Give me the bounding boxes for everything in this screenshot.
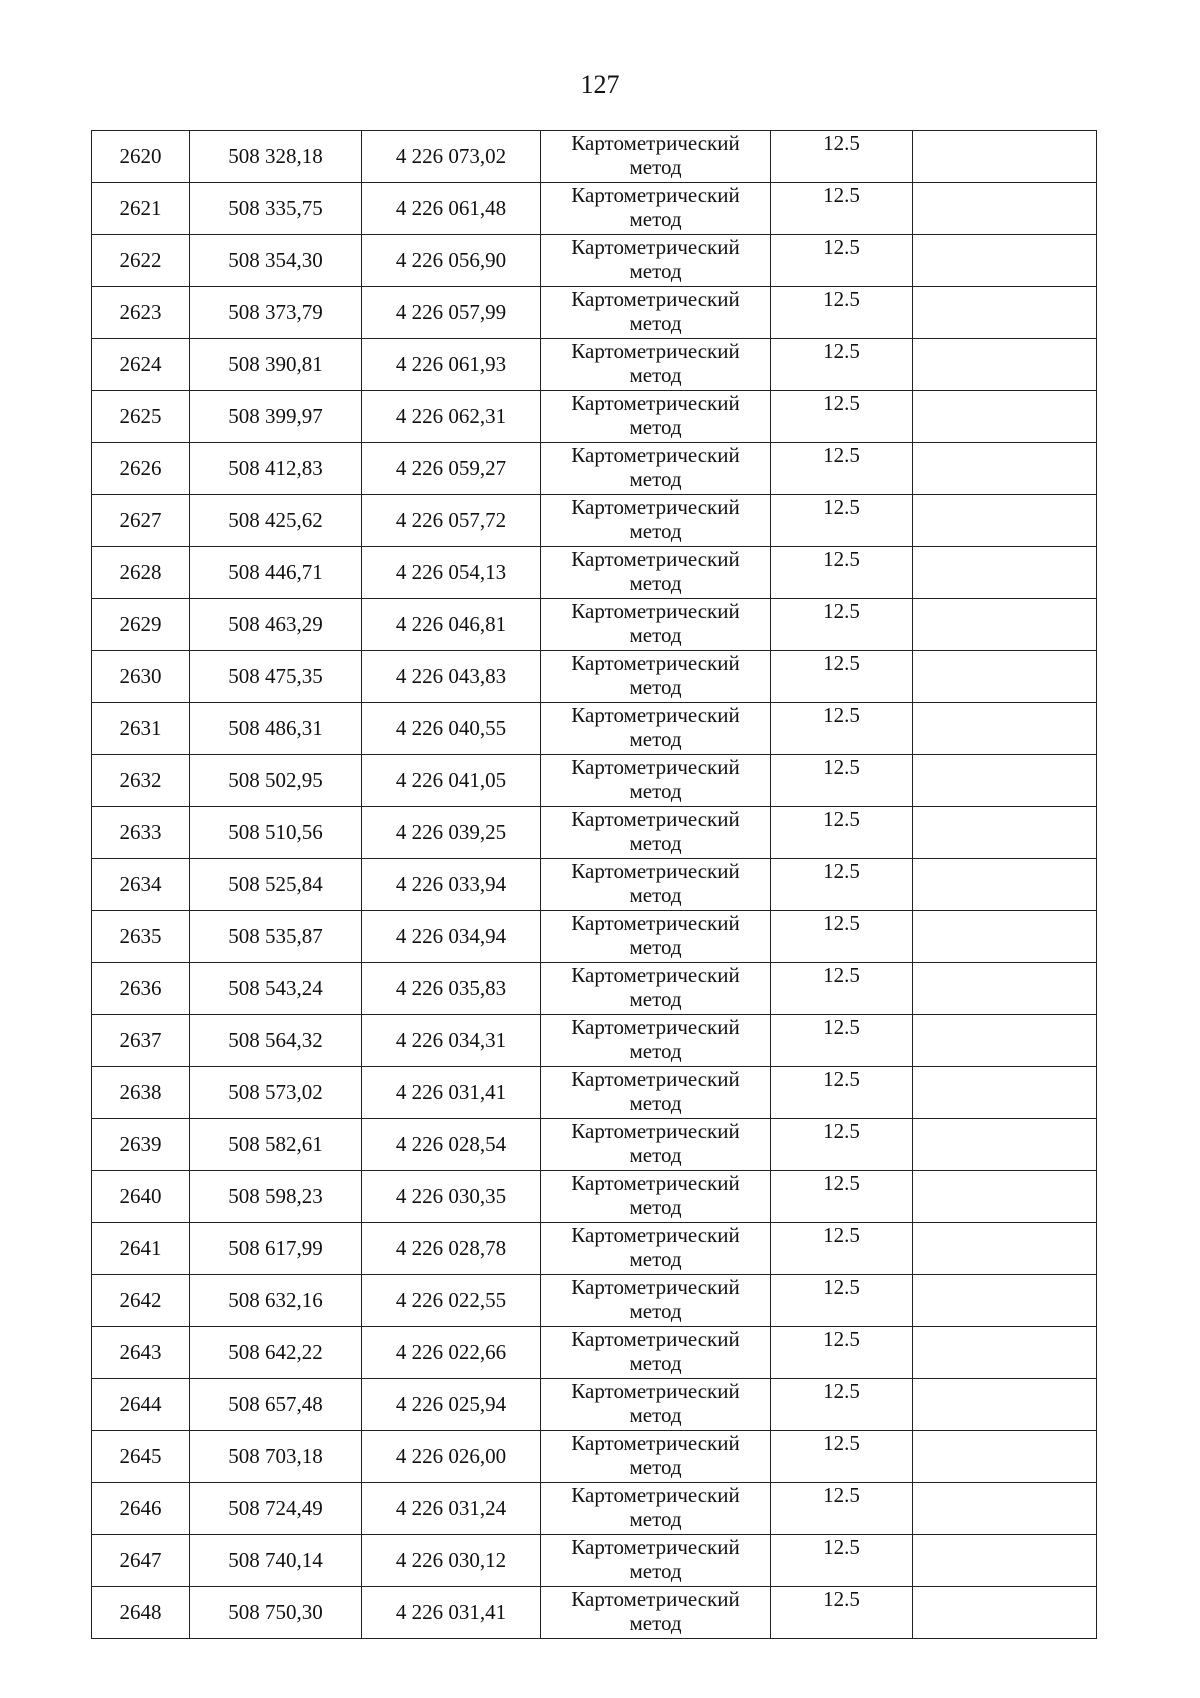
method-cell [541, 235, 771, 287]
method-cell [541, 651, 771, 703]
method-line-2: метод [629, 1559, 682, 1583]
x-coordinate-cell: 508 399,97 [190, 391, 362, 443]
method-line-1: Картометрический [571, 1431, 740, 1455]
method-cell [541, 1223, 771, 1275]
x-coordinate-cell: 508 740,14 [190, 1535, 362, 1587]
accuracy-cell: 12.5 [771, 1015, 913, 1067]
method-cell [541, 287, 771, 339]
method-line-1: Картометрический [571, 651, 740, 675]
accuracy-cell: 12.5 [771, 1483, 913, 1535]
method-line-2: метод [629, 935, 682, 959]
note-cell [913, 339, 1097, 391]
method-cell [541, 963, 771, 1015]
method-cell [541, 443, 771, 495]
method-line-1: Картометрический [571, 703, 740, 727]
x-coordinate-cell: 508 412,83 [190, 443, 362, 495]
method-line-1: Картометрический [571, 443, 740, 467]
point-number-cell: 2642 [92, 1275, 190, 1327]
table-row [92, 1587, 1097, 1639]
method-cell [541, 599, 771, 651]
point-number-cell: 2625 [92, 391, 190, 443]
x-coordinate-cell: 508 354,30 [190, 235, 362, 287]
method-line-2: метод [629, 415, 682, 439]
table-row [92, 1379, 1097, 1431]
x-coordinate-cell: 508 328,18 [190, 131, 362, 183]
y-coordinate-cell: 4 226 028,54 [362, 1119, 541, 1171]
note-cell [913, 859, 1097, 911]
note-cell [913, 1431, 1097, 1483]
point-number-cell: 2633 [92, 807, 190, 859]
accuracy-cell: 12.5 [771, 287, 913, 339]
accuracy-cell: 12.5 [771, 1223, 913, 1275]
point-number-cell: 2628 [92, 547, 190, 599]
method-cell [541, 1275, 771, 1327]
method-cell [541, 1171, 771, 1223]
accuracy-cell: 12.5 [771, 703, 913, 755]
table-row [92, 703, 1097, 755]
method-line-2: метод [629, 1039, 682, 1063]
y-coordinate-cell: 4 226 057,72 [362, 495, 541, 547]
point-number-cell: 2624 [92, 339, 190, 391]
point-number-cell: 2634 [92, 859, 190, 911]
table-row [92, 1015, 1097, 1067]
note-cell [913, 755, 1097, 807]
note-cell [913, 1015, 1097, 1067]
point-number-cell: 2647 [92, 1535, 190, 1587]
point-number-cell: 2641 [92, 1223, 190, 1275]
accuracy-cell: 12.5 [771, 1535, 913, 1587]
point-number-cell: 2645 [92, 1431, 190, 1483]
table-row [92, 1327, 1097, 1379]
method-line-1: Картометрический [571, 235, 740, 259]
x-coordinate-cell: 508 750,30 [190, 1587, 362, 1639]
y-coordinate-cell: 4 226 057,99 [362, 287, 541, 339]
accuracy-cell: 12.5 [771, 963, 913, 1015]
note-cell [913, 183, 1097, 235]
table-row [92, 1171, 1097, 1223]
accuracy-cell: 12.5 [771, 183, 913, 235]
method-line-2: метод [629, 1143, 682, 1167]
table-row [92, 339, 1097, 391]
point-number-cell: 2643 [92, 1327, 190, 1379]
method-cell [541, 807, 771, 859]
method-line-1: Картометрический [571, 287, 740, 311]
point-number-cell: 2637 [92, 1015, 190, 1067]
method-cell [541, 547, 771, 599]
note-cell [913, 807, 1097, 859]
method-line-1: Картометрический [571, 1223, 740, 1247]
note-cell [913, 287, 1097, 339]
accuracy-cell: 12.5 [771, 495, 913, 547]
y-coordinate-cell: 4 226 073,02 [362, 131, 541, 183]
accuracy-cell: 12.5 [771, 859, 913, 911]
y-coordinate-cell: 4 226 039,25 [362, 807, 541, 859]
note-cell [913, 1119, 1097, 1171]
y-coordinate-cell: 4 226 046,81 [362, 599, 541, 651]
method-cell [541, 1119, 771, 1171]
method-cell [541, 339, 771, 391]
method-line-2: метод [629, 571, 682, 595]
point-number-cell: 2627 [92, 495, 190, 547]
x-coordinate-cell: 508 657,48 [190, 1379, 362, 1431]
note-cell [913, 599, 1097, 651]
x-coordinate-cell: 508 724,49 [190, 1483, 362, 1535]
note-cell [913, 1223, 1097, 1275]
note-cell [913, 1587, 1097, 1639]
point-number-cell: 2620 [92, 131, 190, 183]
note-cell [913, 1483, 1097, 1535]
y-coordinate-cell: 4 226 022,66 [362, 1327, 541, 1379]
method-line-2: метод [629, 519, 682, 543]
method-cell [541, 1379, 771, 1431]
accuracy-cell: 12.5 [771, 651, 913, 703]
method-cell [541, 1535, 771, 1587]
accuracy-cell: 12.5 [771, 911, 913, 963]
point-number-cell: 2626 [92, 443, 190, 495]
point-number-cell: 2640 [92, 1171, 190, 1223]
table-row [92, 287, 1097, 339]
table-row [92, 807, 1097, 859]
y-coordinate-cell: 4 226 034,31 [362, 1015, 541, 1067]
x-coordinate-cell: 508 535,87 [190, 911, 362, 963]
y-coordinate-cell: 4 226 040,55 [362, 703, 541, 755]
y-coordinate-cell: 4 226 035,83 [362, 963, 541, 1015]
x-coordinate-cell: 508 525,84 [190, 859, 362, 911]
note-cell [913, 703, 1097, 755]
x-coordinate-cell: 508 463,29 [190, 599, 362, 651]
method-cell [541, 1067, 771, 1119]
accuracy-cell: 12.5 [771, 1275, 913, 1327]
y-coordinate-cell: 4 226 034,94 [362, 911, 541, 963]
note-cell [913, 131, 1097, 183]
table-row [92, 443, 1097, 495]
coordinates-table [91, 130, 1097, 1639]
x-coordinate-cell: 508 642,22 [190, 1327, 362, 1379]
table-row [92, 547, 1097, 599]
method-line-2: метод [629, 311, 682, 335]
method-line-2: метод [629, 831, 682, 855]
accuracy-cell: 12.5 [771, 1119, 913, 1171]
point-number-cell: 2622 [92, 235, 190, 287]
y-coordinate-cell: 4 226 054,13 [362, 547, 541, 599]
y-coordinate-cell: 4 226 062,31 [362, 391, 541, 443]
table-row [92, 1223, 1097, 1275]
method-line-2: метод [629, 1247, 682, 1271]
note-cell [913, 235, 1097, 287]
accuracy-cell: 12.5 [771, 755, 913, 807]
method-line-1: Картометрический [571, 755, 740, 779]
note-cell [913, 443, 1097, 495]
method-line-1: Картометрический [571, 1275, 740, 1299]
method-cell [541, 183, 771, 235]
y-coordinate-cell: 4 226 056,90 [362, 235, 541, 287]
accuracy-cell: 12.5 [771, 391, 913, 443]
method-cell [541, 911, 771, 963]
table-row [92, 911, 1097, 963]
x-coordinate-cell: 508 598,23 [190, 1171, 362, 1223]
point-number-cell: 2635 [92, 911, 190, 963]
accuracy-cell: 12.5 [771, 1171, 913, 1223]
x-coordinate-cell: 508 425,62 [190, 495, 362, 547]
method-line-2: метод [629, 467, 682, 491]
table-row [92, 755, 1097, 807]
note-cell [913, 1275, 1097, 1327]
point-number-cell: 2646 [92, 1483, 190, 1535]
method-cell [541, 1431, 771, 1483]
y-coordinate-cell: 4 226 041,05 [362, 755, 541, 807]
note-cell [913, 1327, 1097, 1379]
point-number-cell: 2648 [92, 1587, 190, 1639]
accuracy-cell: 12.5 [771, 1587, 913, 1639]
method-line-1: Картометрический [571, 1483, 740, 1507]
method-line-2: метод [629, 207, 682, 231]
table-row [92, 1431, 1097, 1483]
y-coordinate-cell: 4 226 061,93 [362, 339, 541, 391]
table-row [92, 651, 1097, 703]
x-coordinate-cell: 508 564,32 [190, 1015, 362, 1067]
y-coordinate-cell: 4 226 026,00 [362, 1431, 541, 1483]
point-number-cell: 2638 [92, 1067, 190, 1119]
page-number: 127 [580, 70, 620, 99]
method-line-1: Картометрический [571, 131, 740, 155]
x-coordinate-cell: 508 446,71 [190, 547, 362, 599]
note-cell [913, 547, 1097, 599]
method-cell [541, 1327, 771, 1379]
note-cell [913, 1171, 1097, 1223]
method-line-1: Картометрический [571, 1379, 740, 1403]
method-cell [541, 1483, 771, 1535]
point-number-cell: 2644 [92, 1379, 190, 1431]
note-cell [913, 963, 1097, 1015]
method-line-2: метод [629, 1299, 682, 1323]
x-coordinate-cell: 508 390,81 [190, 339, 362, 391]
x-coordinate-cell: 508 573,02 [190, 1067, 362, 1119]
table-row [92, 1119, 1097, 1171]
y-coordinate-cell: 4 226 030,35 [362, 1171, 541, 1223]
method-cell [541, 703, 771, 755]
point-number-cell: 2623 [92, 287, 190, 339]
method-line-1: Картометрический [571, 1327, 740, 1351]
method-line-2: метод [629, 727, 682, 751]
method-line-2: метод [629, 987, 682, 1011]
accuracy-cell: 12.5 [771, 235, 913, 287]
point-number-cell: 2639 [92, 1119, 190, 1171]
method-cell [541, 1015, 771, 1067]
method-line-2: метод [629, 1195, 682, 1219]
x-coordinate-cell: 508 373,79 [190, 287, 362, 339]
method-cell [541, 391, 771, 443]
x-coordinate-cell: 508 486,31 [190, 703, 362, 755]
point-number-cell: 2631 [92, 703, 190, 755]
point-number-cell: 2632 [92, 755, 190, 807]
method-line-1: Картометрический [571, 1067, 740, 1091]
x-coordinate-cell: 508 335,75 [190, 183, 362, 235]
note-cell [913, 1379, 1097, 1431]
table-row [92, 131, 1097, 183]
method-line-1: Картометрический [571, 547, 740, 571]
note-cell [913, 911, 1097, 963]
x-coordinate-cell: 508 582,61 [190, 1119, 362, 1171]
table-row [92, 1483, 1097, 1535]
coordinates-table-body [92, 131, 1097, 1639]
accuracy-cell: 12.5 [771, 1327, 913, 1379]
x-coordinate-cell: 508 543,24 [190, 963, 362, 1015]
method-line-2: метод [629, 1507, 682, 1531]
method-cell [541, 755, 771, 807]
method-line-2: метод [629, 1403, 682, 1427]
method-line-2: метод [629, 623, 682, 647]
method-line-2: метод [629, 1091, 682, 1115]
table-row [92, 1067, 1097, 1119]
accuracy-cell: 12.5 [771, 1379, 913, 1431]
method-line-1: Картометрический [571, 859, 740, 883]
method-line-2: метод [629, 363, 682, 387]
y-coordinate-cell: 4 226 022,55 [362, 1275, 541, 1327]
method-line-2: метод [629, 1455, 682, 1479]
y-coordinate-cell: 4 226 031,24 [362, 1483, 541, 1535]
y-coordinate-cell: 4 226 043,83 [362, 651, 541, 703]
method-line-2: метод [629, 883, 682, 907]
method-line-2: метод [629, 155, 682, 179]
table-row [92, 963, 1097, 1015]
method-line-1: Картометрический [571, 911, 740, 935]
x-coordinate-cell: 508 632,16 [190, 1275, 362, 1327]
method-cell [541, 1587, 771, 1639]
method-line-1: Картометрический [571, 1535, 740, 1559]
note-cell [913, 1535, 1097, 1587]
table-row [92, 1275, 1097, 1327]
x-coordinate-cell: 508 502,95 [190, 755, 362, 807]
note-cell [913, 495, 1097, 547]
note-cell [913, 651, 1097, 703]
y-coordinate-cell: 4 226 025,94 [362, 1379, 541, 1431]
method-line-1: Картометрический [571, 599, 740, 623]
accuracy-cell: 12.5 [771, 339, 913, 391]
table-row [92, 235, 1097, 287]
method-line-1: Картометрический [571, 183, 740, 207]
method-line-2: метод [629, 675, 682, 699]
point-number-cell: 2629 [92, 599, 190, 651]
table-row [92, 391, 1097, 443]
y-coordinate-cell: 4 226 059,27 [362, 443, 541, 495]
method-line-2: метод [629, 259, 682, 283]
accuracy-cell: 12.5 [771, 1431, 913, 1483]
method-cell [541, 131, 771, 183]
method-line-1: Картометрический [571, 1015, 740, 1039]
method-line-1: Картометрический [571, 807, 740, 831]
note-cell [913, 1067, 1097, 1119]
method-line-2: метод [629, 1611, 682, 1635]
table-row [92, 1535, 1097, 1587]
y-coordinate-cell: 4 226 031,41 [362, 1587, 541, 1639]
point-number-cell: 2636 [92, 963, 190, 1015]
x-coordinate-cell: 508 475,35 [190, 651, 362, 703]
y-coordinate-cell: 4 226 028,78 [362, 1223, 541, 1275]
method-line-1: Картометрический [571, 495, 740, 519]
method-line-1: Картометрический [571, 1587, 740, 1611]
accuracy-cell: 12.5 [771, 599, 913, 651]
x-coordinate-cell: 508 510,56 [190, 807, 362, 859]
method-line-2: метод [629, 779, 682, 803]
method-line-1: Картометрический [571, 963, 740, 987]
method-line-2: метод [629, 1351, 682, 1375]
note-cell [913, 391, 1097, 443]
y-coordinate-cell: 4 226 061,48 [362, 183, 541, 235]
point-number-cell: 2621 [92, 183, 190, 235]
method-line-1: Картометрический [571, 339, 740, 363]
method-cell [541, 859, 771, 911]
table-row [92, 599, 1097, 651]
accuracy-cell: 12.5 [771, 131, 913, 183]
x-coordinate-cell: 508 617,99 [190, 1223, 362, 1275]
method-cell [541, 495, 771, 547]
table-row [92, 495, 1097, 547]
point-number-cell: 2630 [92, 651, 190, 703]
method-line-1: Картометрический [571, 1119, 740, 1143]
x-coordinate-cell: 508 703,18 [190, 1431, 362, 1483]
method-line-1: Картометрический [571, 1171, 740, 1195]
accuracy-cell: 12.5 [771, 547, 913, 599]
y-coordinate-cell: 4 226 031,41 [362, 1067, 541, 1119]
accuracy-cell: 12.5 [771, 443, 913, 495]
method-line-1: Картометрический [571, 391, 740, 415]
table-row [92, 859, 1097, 911]
y-coordinate-cell: 4 226 033,94 [362, 859, 541, 911]
accuracy-cell: 12.5 [771, 807, 913, 859]
y-coordinate-cell: 4 226 030,12 [362, 1535, 541, 1587]
accuracy-cell: 12.5 [771, 1067, 913, 1119]
table-row [92, 183, 1097, 235]
